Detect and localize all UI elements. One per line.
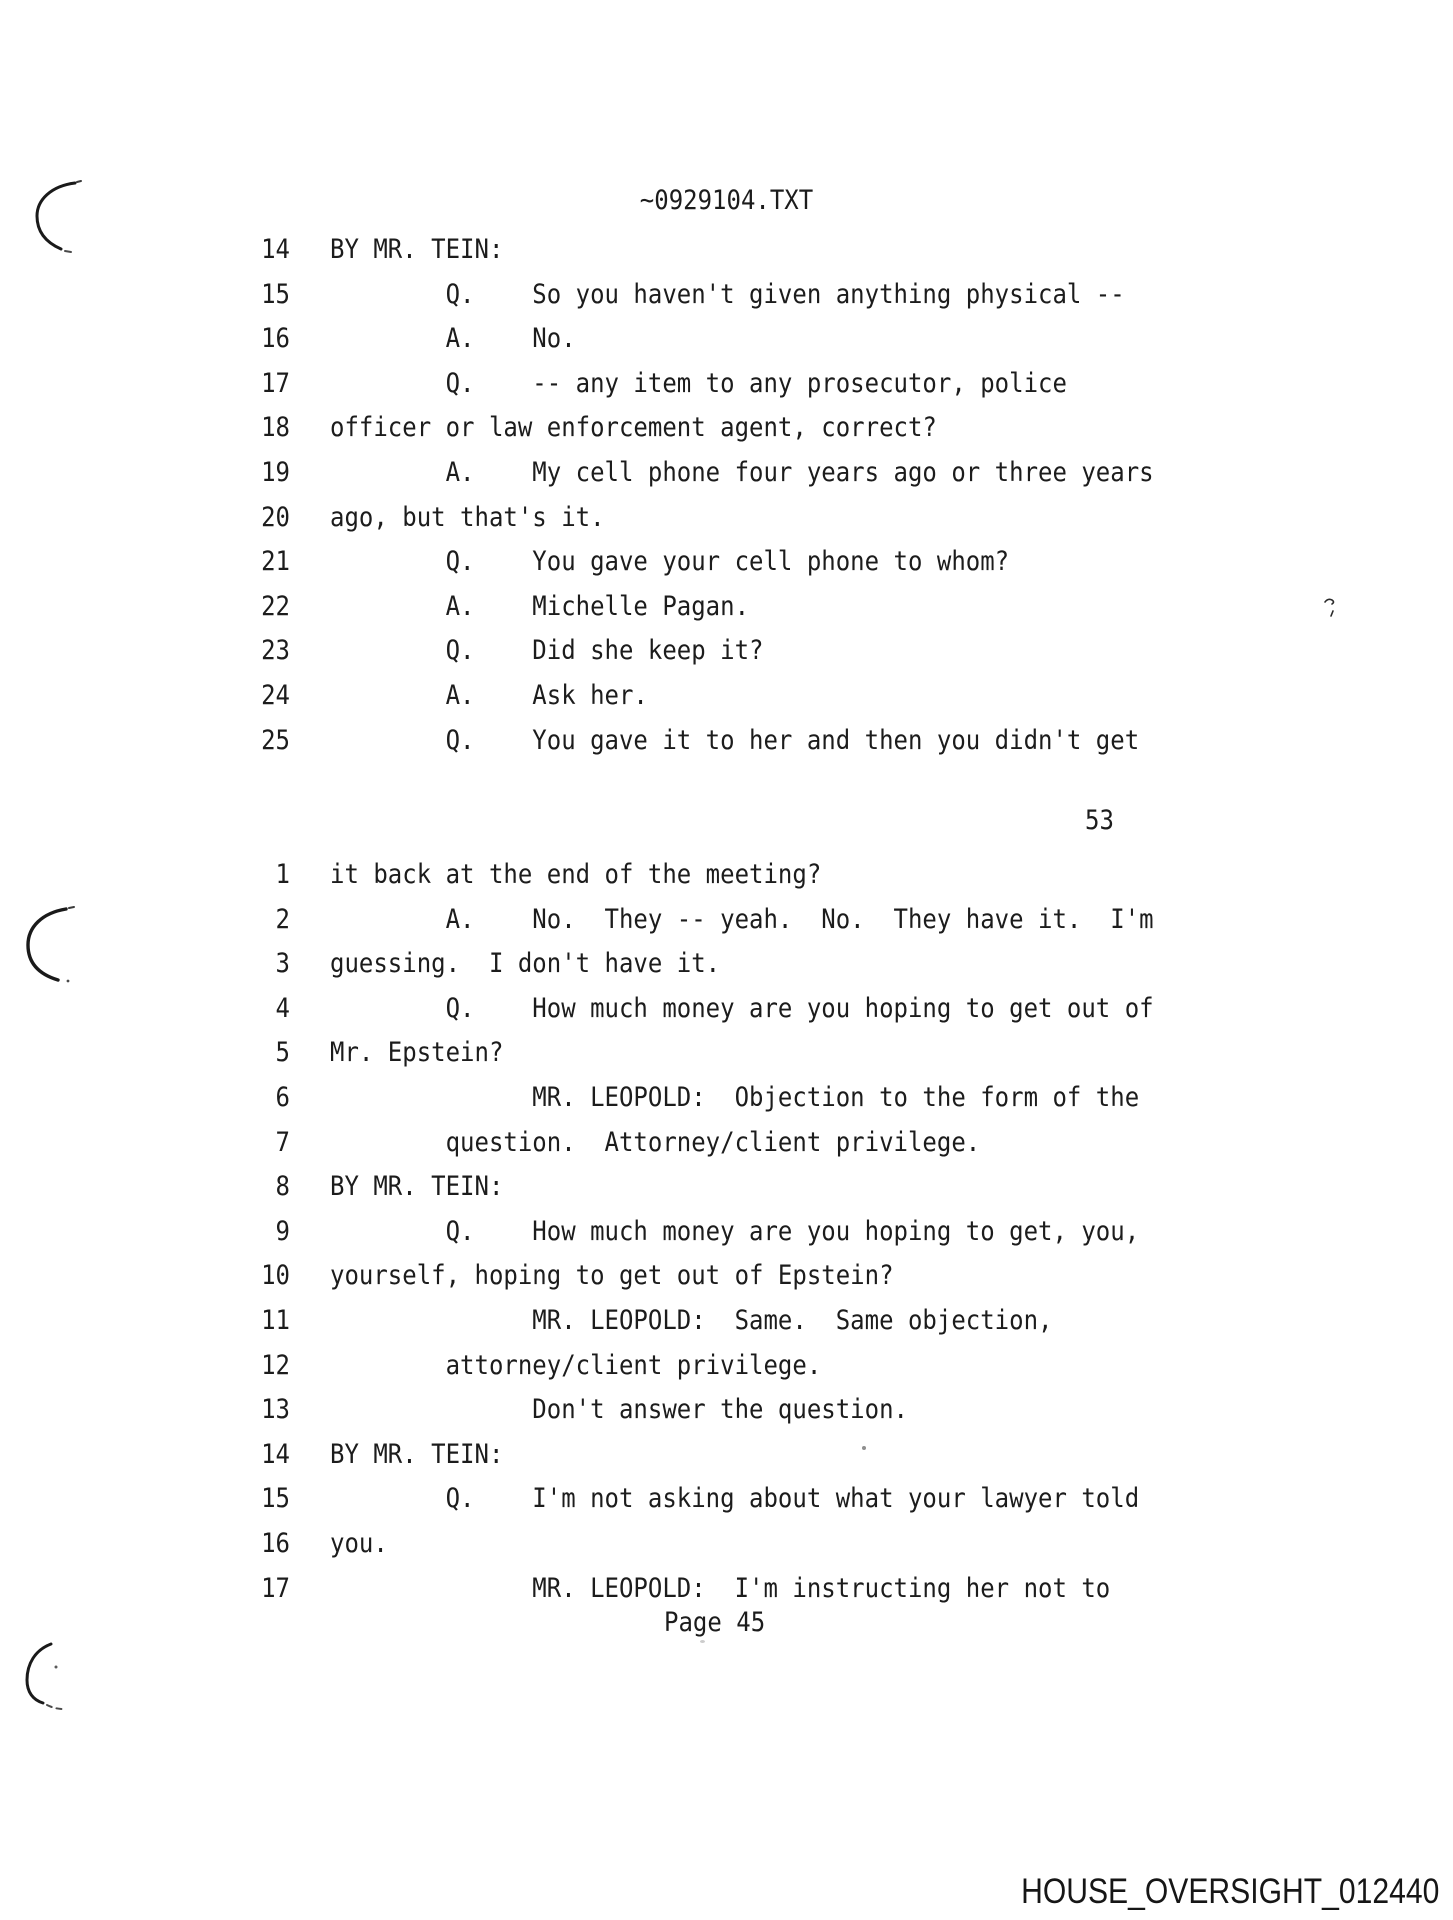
line-number: 10	[261, 1259, 290, 1291]
line-number: 1	[275, 858, 290, 890]
transcript-line-text: guessing. I don't have it.	[330, 947, 721, 979]
transcript-row	[236, 224, 1154, 274]
transcript-line-text: you.	[330, 1527, 388, 1559]
transcript-line-text: attorney/client privilege.	[330, 1348, 822, 1381]
line-number: 18	[261, 411, 290, 444]
transcript-line-text: MR. LEOPOLD: Same. Same objection,	[330, 1304, 1053, 1336]
transcript-line-text: yourself, hoping to get out of Epstein?	[330, 1259, 894, 1291]
line-number: 14	[261, 233, 290, 265]
line-number: 15	[261, 1482, 290, 1514]
ink-speck	[862, 1446, 866, 1450]
transcript-line-text: Q. So you haven't given anything physical --	[330, 277, 1125, 310]
line-number: 20	[261, 500, 290, 533]
line-number: 21	[261, 545, 290, 577]
transcript-page-number: 53	[1085, 804, 1114, 836]
line-number: 5	[275, 1036, 290, 1069]
line-number: 2	[275, 902, 290, 935]
transcript-line-text: Q. You gave your cell phone to whom?	[330, 545, 1010, 577]
transcript-row	[236, 894, 1154, 944]
transcript-row	[236, 581, 1154, 631]
line-number: 23	[261, 634, 290, 666]
transcript-line-text: A. Ask her.	[330, 679, 648, 711]
line-number: 3	[275, 947, 290, 979]
transcript-row	[236, 983, 1154, 1033]
transcript-line-text: A. No. They -- yeah. No. They have it. I'm	[330, 902, 1154, 935]
line-number: 17	[261, 367, 290, 399]
binder-ring-arc-icon	[31, 176, 83, 256]
transcript-line-text: it back at the end of the meeting?	[330, 858, 822, 890]
transcript-row	[236, 1563, 1154, 1613]
line-number: 16	[261, 1527, 290, 1559]
transcript-line-text: A. Michelle Pagan.	[330, 590, 750, 622]
transcript-section-page-52-tail	[236, 227, 1154, 762]
line-number: 14	[261, 1438, 290, 1470]
transcript-line-text: A. No.	[330, 322, 576, 354]
transcript-line-text: Q. How much money are you hoping to get out of	[330, 992, 1154, 1024]
line-number: 22	[261, 590, 290, 622]
transcript-line-text: MR. LEOPOLD: Objection to the form of the	[330, 1081, 1140, 1113]
transcript-line-text: BY MR. TEIN:	[330, 233, 504, 265]
line-number: 6	[275, 1081, 290, 1113]
transcript-row	[236, 1518, 1154, 1568]
line-number: 11	[261, 1304, 290, 1336]
transcript-row	[236, 1295, 1154, 1345]
transcript-row	[236, 358, 1154, 408]
transcript-row	[236, 492, 1154, 542]
transcript-row	[236, 1072, 1154, 1122]
ink-speck	[700, 1640, 705, 1643]
binder-ring-arc-icon	[22, 900, 78, 990]
transcript-line-text: Q. I'm not asking about what your lawyer told	[330, 1482, 1140, 1514]
transcript-row	[236, 403, 1154, 453]
transcript-row	[236, 1474, 1154, 1524]
transcript-line-text: Mr. Epstein?	[330, 1036, 504, 1069]
transcript-row	[236, 1117, 1154, 1167]
transcript-row	[236, 1251, 1154, 1301]
transcript-line-text: BY MR. TEIN:	[330, 1438, 504, 1470]
transcript-line-text: officer or law enforcement agent, correct?	[330, 411, 937, 444]
line-number: 13	[261, 1393, 290, 1425]
transcript-line-text: ago, but that's it.	[330, 500, 605, 533]
transcript-row	[236, 314, 1154, 364]
line-number: 25	[261, 723, 290, 756]
transcript-line-text: A. My cell phone four years ago or three years	[330, 456, 1154, 488]
transcript-row	[236, 1206, 1154, 1256]
line-number: 7	[275, 1125, 290, 1158]
transcript-row	[236, 269, 1154, 319]
bates-number-watermark: HOUSE_OVERSIGHT_012440	[1020, 1872, 1439, 1911]
line-number: 19	[261, 456, 290, 488]
ink-squiggle-icon	[1322, 595, 1342, 621]
transcript-row	[236, 849, 1154, 899]
transcript-line-text: Q. You gave it to her and then you didn't get	[330, 723, 1140, 756]
transcript-line-text: MR. LEOPOLD: I'm instructing her not to	[330, 1571, 1111, 1604]
line-number: 16	[261, 322, 290, 354]
transcript-line-text: question. Attorney/client privilege.	[330, 1125, 981, 1158]
document-filename-header: ~0929104.TXT	[639, 184, 814, 216]
transcript-line-text: BY MR. TEIN:	[330, 1170, 504, 1202]
line-number: 24	[261, 679, 290, 711]
line-number: 12	[261, 1348, 290, 1381]
line-number: 9	[275, 1215, 290, 1247]
transcript-row	[236, 1028, 1154, 1078]
line-number: 8	[275, 1170, 290, 1202]
transcript-row	[236, 1161, 1154, 1211]
transcript-line-text: Q. Did she keep it?	[330, 634, 764, 666]
line-number: 4	[275, 992, 290, 1024]
transcript-row	[236, 1384, 1154, 1434]
transcript-row	[236, 1340, 1154, 1390]
binder-ring-arc-icon	[21, 1638, 75, 1716]
transcript-row	[236, 715, 1154, 765]
page-footer-label: Page 45	[664, 1606, 766, 1638]
transcript-line-text: Don't answer the question.	[330, 1393, 908, 1425]
transcript-section-page-53	[236, 852, 1154, 1610]
transcript-row	[236, 1429, 1154, 1479]
transcript-row	[236, 626, 1154, 676]
transcript-row	[236, 447, 1154, 497]
transcript-row	[236, 536, 1154, 586]
line-number: 15	[261, 277, 290, 310]
transcript-row	[236, 939, 1154, 989]
transcript-row	[236, 670, 1154, 720]
transcript-line-text: Q. How much money are you hoping to get, you,	[330, 1215, 1140, 1247]
line-number: 17	[261, 1571, 290, 1604]
transcript-line-text: Q. -- any item to any prosecutor, police	[330, 367, 1067, 399]
